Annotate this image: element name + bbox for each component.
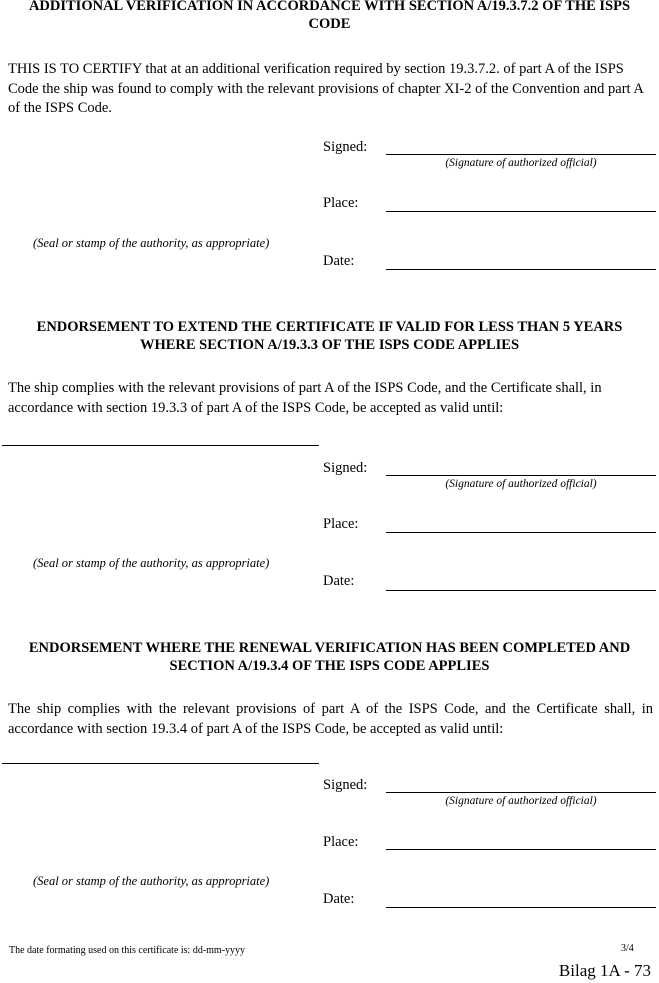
section-3-signature-caption: (Signature of authorized official) xyxy=(445,795,597,807)
section-2-valid-until-line[interactable] xyxy=(2,445,319,446)
section-3-heading-line-2: SECTION A/19.3.4 OF THE ISPS CODE APPLIES xyxy=(169,658,490,674)
section-3-body-text: The ship complies with the relevant provisions of part A of the ISPS Code, and the Certificate shall, in accordance with section 19.3.4 of part A of the ISPS Code, be accepted as valid until: xyxy=(8,701,653,737)
section-1-signature-caption: (Signature of authorized official) xyxy=(445,157,597,169)
section-3-signature-line[interactable] xyxy=(386,792,656,793)
section-2-signature-line[interactable] xyxy=(386,475,656,476)
section-2-body-text: The ship complies with the relevant provisions of part A of the ISPS Code, and the Certificate shall, in accordance with section 19.3.3 of part A of the ISPS Code, be accepted as valid until: xyxy=(8,380,602,416)
section-1-seal-caption: (Seal or stamp of the authority, as appropriate) xyxy=(33,236,270,250)
section-3-signed-label: Signed: xyxy=(323,777,368,793)
section-2-date-label: Date: xyxy=(323,573,355,589)
section-1-place-label: Place: xyxy=(323,195,359,211)
section-1-heading-line-1: ADDITIONAL VERIFICATION IN ACCORDANCE WITH SECTION A/19.3.7.2 OF THE ISPS xyxy=(28,0,631,14)
section-1-signature-line[interactable] xyxy=(386,154,656,155)
bilag-label: Bilag 1A - 73 xyxy=(558,961,651,980)
section-1-certify-text: THIS IS TO CERTIFY that at an additional verification required by section 19.3.7.2. of part A of the ISPS Code the ship was found to comply with the relevant provisions of chapter XI-2 of the Convention and part A of the ISPS Code. xyxy=(8,61,644,116)
section-1-place-line[interactable] xyxy=(386,211,656,212)
section-1-date-line[interactable] xyxy=(386,269,656,270)
page-number: 3/4 xyxy=(621,943,634,954)
section-2-seal-caption: (Seal or stamp of the authority, as appropriate) xyxy=(33,556,270,570)
section-2-signature-caption: (Signature of authorized official) xyxy=(445,478,597,490)
section-1-date-label: Date: xyxy=(323,253,355,269)
date-format-note: The date formating used on this certificate is: dd-mm-yyyy xyxy=(9,945,246,956)
section-1-heading xyxy=(0,0,659,33)
section-3-seal-caption: (Seal or stamp of the authority, as appropriate) xyxy=(33,874,270,888)
section-2-signed-label: Signed: xyxy=(323,460,368,476)
section-3-date-label: Date: xyxy=(323,891,355,907)
section-3-place-label: Place: xyxy=(323,834,359,850)
section-2-heading-line-1: ENDORSEMENT TO EXTEND THE CERTIFICATE IF VALID FOR LESS THAN 5 YEARS xyxy=(36,319,623,335)
section-3-heading xyxy=(0,639,659,675)
section-1-heading-line-2: CODE xyxy=(308,16,351,32)
section-2-heading-line-2: WHERE SECTION A/19.3.3 OF THE ISPS CODE APPLIES xyxy=(139,337,520,353)
section-2-date-line[interactable] xyxy=(386,590,656,591)
section-3-heading-line-1: ENDORSEMENT WHERE THE RENEWAL VERIFICATION HAS BEEN COMPLETED AND xyxy=(28,640,631,656)
section-2-heading xyxy=(0,318,659,354)
section-2-place-label: Place: xyxy=(323,516,359,532)
section-1-signed-label: Signed: xyxy=(323,139,368,155)
section-2-place-line[interactable] xyxy=(386,532,656,533)
section-3-date-line[interactable] xyxy=(386,907,656,908)
section-3-place-line[interactable] xyxy=(386,849,656,850)
section-3-valid-until-line[interactable] xyxy=(2,763,319,764)
